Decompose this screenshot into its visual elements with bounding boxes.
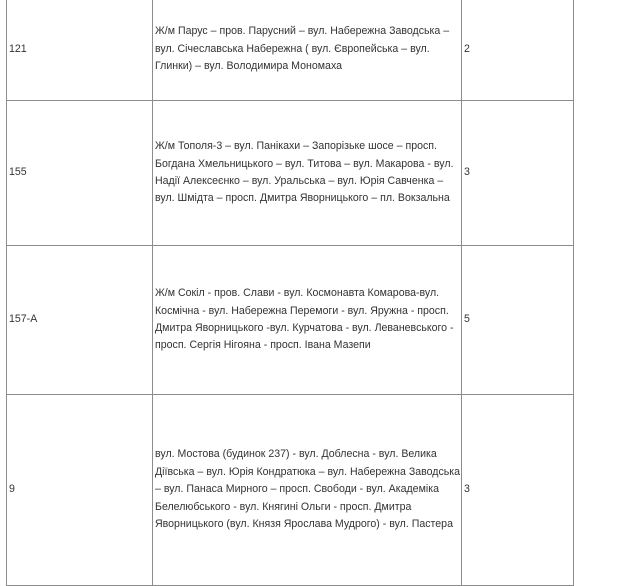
route-number-cell: 155: [7, 101, 153, 246]
table-row: [7, 395, 574, 586]
route-number-cell: 121: [7, 0, 153, 101]
table-row: [7, 0, 574, 101]
route-description-cell: вул. Мостова (будинок 237) - вул. Доблесна - вул. Велика Діївська – вул. Юрія Кондратюка – вул. Набережна Заводська – вул. Панаса Мирного – просп. Свободи - вул. Академіка Белелюбського - вул. Княгині Ольги - просп. Дмитра Яворницького (вул. Князя Ярослава Мудрого) - вул. Пастера: [153, 395, 462, 586]
route-description-cell: Ж/м Сокіл - пров. Слави - вул. Космонавта Комарова-вул. Космічна - вул. Набережна Перемоги - вул. Яружна - просп. Дмитра Яворницького -вул. Курчатова - вул. Леваневського - просп. Сергія Нігояна - просп. Івана Мазепи: [153, 246, 462, 395]
routes-table: [6, 0, 574, 586]
vehicle-count-cell: 5: [462, 246, 574, 395]
route-description-cell: Ж/м Тополя-3 – вул. Панікахи – Запорізьке шосе – просп. Богдана Хмельницького – вул. Титова – вул. Макарова - вул. Надії Алексеєнко – вул. Уральська – вул. Юрія Савченка – вул. Шмідта – просп. Дмитра Яворницького – пл. Вокзальна: [153, 101, 462, 246]
routes-table-container: [6, 0, 573, 586]
vehicle-count-cell: 2: [462, 0, 574, 101]
table-row: [7, 246, 574, 395]
vehicle-count-cell: 3: [462, 395, 574, 586]
vehicle-count-cell: 3: [462, 101, 574, 246]
route-number-cell: 157-А: [7, 246, 153, 395]
table-row: [7, 101, 574, 246]
route-description-cell: Ж/м Парус – пров. Парусний – вул. Набережна Заводська – вул. Січеславська Набережна ( вул. Європейська – вул. Глинки) – вул. Володимира Мономаха: [153, 0, 462, 101]
route-number-cell: 9: [7, 395, 153, 586]
